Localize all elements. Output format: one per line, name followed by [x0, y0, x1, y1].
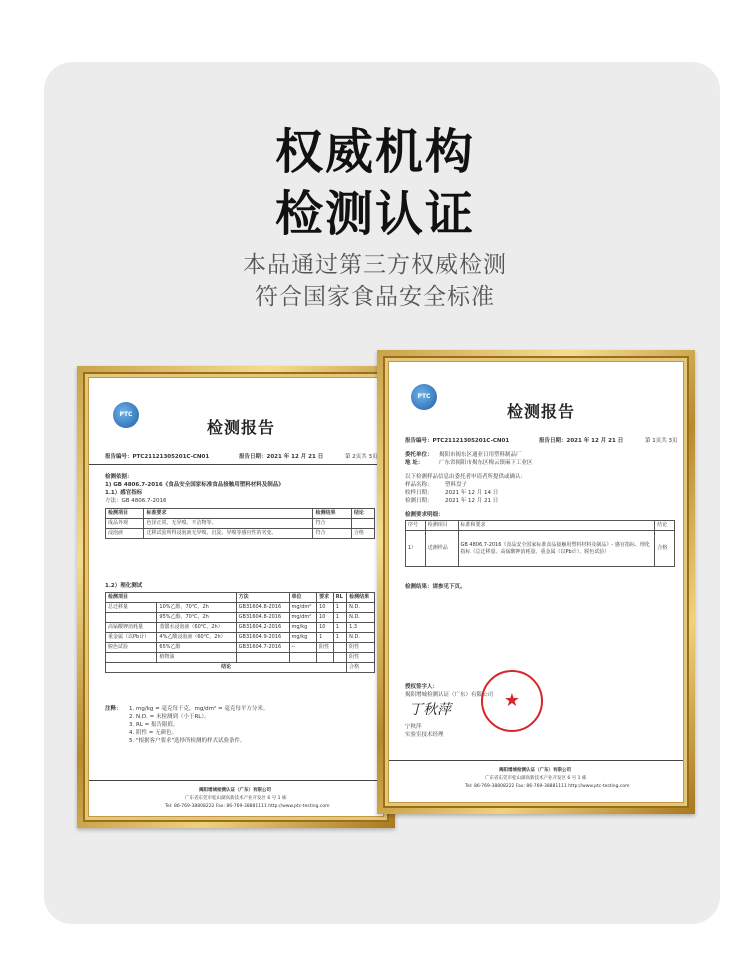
approver-label: 授权签字人： — [405, 684, 439, 690]
title-line-2: 检测认证 — [274, 186, 475, 242]
table-row: 结论 合格 — [106, 663, 375, 673]
test-date-value: 2021 年 12 月 21 日 — [445, 498, 499, 504]
table-cell: 符合 — [313, 519, 351, 529]
handwritten-signature: 丁秋萍 — [409, 702, 451, 718]
table-cell: 浸泡液 — [106, 529, 144, 539]
report-title: 检测报告 — [507, 402, 576, 421]
table-header: 检测项目 — [425, 521, 458, 531]
received-value: 2021 年 12 月 14 日 — [445, 490, 499, 496]
basis-standard: 1) GB 4806.7-2016《食品安全国家标准食品接触用塑料材料及制品》 — [105, 482, 284, 488]
method-text: 方法：GB 4806.7-2016 — [105, 498, 167, 504]
table-row: 重金属（以Pb计） 4%乙酸浸泡液（60℃，2h） GB31604.9-2016 mg/kg 1 1 N.D. — [106, 633, 375, 643]
table-header: 序号 — [406, 521, 426, 531]
sample-name-value: 塑料盘子 — [445, 482, 468, 488]
footer-contact: Tel: 86-769-38808222 Fax: 86-769-38881111 http://www.ptc-testing.com — [465, 784, 630, 789]
table-header: RL — [333, 593, 346, 603]
footer-address: 广东省东莞市松山湖高新技术产业开发区 6 号 1 栋 — [485, 776, 587, 781]
section-physicochemical: 1.2）理化测试 — [105, 583, 143, 589]
table-cell: 合格 — [351, 529, 374, 539]
table-header: 检测结果 — [347, 593, 375, 603]
sensory-table — [105, 508, 375, 539]
table-header: 方法 — [236, 593, 289, 603]
table-row — [406, 521, 675, 531]
table-row: 植物油 阴性 — [106, 653, 375, 663]
table-cell: 色泽正常、无异嗅、不洁物等。 — [144, 519, 313, 529]
note-item: 1. mg/kg = 毫克每千克，mg/dm² = 毫克每平方分米。 — [129, 706, 269, 712]
test-report-page-1 — [388, 361, 684, 803]
table-cell: 迁移试验所得浸泡液无异嗅、沉淀、异嗅等感官性的劣变。 — [144, 529, 313, 539]
table-row: 总迁移量 10%乙醇，70℃，2h GB31604.8-2016 mg/dm² 10 1 N.D. — [106, 603, 375, 613]
address-value: 广东省揭阳市揭东区梅云镇麻下工业区 — [439, 460, 533, 466]
table-row — [106, 593, 375, 603]
subtitle-line-1: 本品通过第三方权威检测 — [243, 252, 507, 278]
table-row — [106, 509, 375, 519]
footer-company: 揭阳增城检测认证（广东）有限公司 — [499, 768, 571, 773]
table-row — [106, 519, 375, 529]
note-item: 4. 阴性 = 无颜色。 — [129, 730, 178, 736]
note-item: 3. RL = 报告限值。 — [129, 722, 179, 728]
table-header: 要求 — [317, 593, 334, 603]
table-row: 高锰酸钾消耗量 蒸馏水浸泡液（60℃，2h） GB31604.2-2016 mg/kg 10 1 1.3 — [106, 623, 375, 633]
table-row: 95%乙醇，70℃，2h GB31604.8-2016 mg/dm² 10 1 N.D. — [106, 613, 375, 623]
footer-company: 揭阳增城检测认证（广东）有限公司 — [199, 788, 271, 793]
test-date-label: 检测日期： — [405, 498, 433, 504]
note-item: 2. N.D. = 未检测到（小于RL）。 — [129, 714, 210, 720]
sample-name-label: 样品名称： — [405, 482, 433, 488]
table-header: 标准和要求 — [458, 521, 655, 531]
applicant-label: 委托单位： — [405, 452, 433, 458]
summary-table — [405, 520, 675, 567]
report-date: 报告日期：2021 年 12 月 21 日 — [239, 454, 324, 460]
basis-label: 检测依据： — [105, 474, 133, 480]
page-number: 第 1页共 3页 — [645, 438, 678, 444]
table-cell — [351, 519, 374, 529]
table-row: 脱色试验 65%乙醇 GB31604.7-2016 -- 阴性 阴性 — [106, 643, 375, 653]
approver-org: 揭阳增城检测认证（广东）有限公司 — [405, 692, 494, 698]
address-label: 地 址： — [405, 460, 424, 466]
table-cell: 成品外观 — [106, 519, 144, 529]
table-header: 检测项目 — [106, 509, 144, 519]
table-cell: GB 4806.7-2016《食品安全国家标准食品接触用塑料材料及制品》- 感官指标、理化指标（总迁移量、高锰酸钾消耗量、重金属（以Pb计）、脱色试验） — [458, 531, 655, 567]
title-line-1: 权威机构 — [274, 124, 475, 180]
note-item: 5. "根据客户要求"选择所检测的样式试验条件。 — [129, 738, 246, 744]
certificate-frame-right — [377, 350, 695, 814]
page-number: 第 2页共 3页 — [345, 454, 378, 460]
table-row — [406, 531, 675, 567]
table-header: 单位 — [289, 593, 317, 603]
result-note: 检测结果：请参见下页。 — [405, 584, 466, 590]
table-header: 检测项目 — [106, 593, 237, 603]
received-label: 收样日期： — [405, 490, 433, 496]
table-header: 结论 — [655, 521, 675, 531]
signer-title: 实验室技术经理 — [405, 732, 444, 738]
footer-address: 广东省东莞市松山湖高新技术产业开发区 6 号 1 栋 — [185, 796, 287, 801]
table-row — [106, 529, 375, 539]
notes-label: 注释： — [105, 706, 122, 712]
table-cell: 合格 — [655, 531, 675, 567]
footer-contact: Tel: 86-769-38808222 Fax: 86-769-38881111 http://www.ptc-testing.com — [165, 804, 330, 809]
report-date: 报告日期：2021 年 12 月 21 日 — [539, 438, 624, 444]
certificate-frame-left — [77, 366, 395, 828]
info-intro: 以下检测样品信息由委托者申请者所提供或确认： — [405, 474, 527, 480]
table-header: 结论 — [351, 509, 374, 519]
summary-label: 检测要求明细： — [405, 512, 444, 518]
report-title: 检测报告 — [207, 418, 276, 437]
table-cell: 送测样品 — [425, 531, 458, 567]
subtitle-line-2: 符合国家食品安全标准 — [255, 284, 495, 310]
table-header: 检测结果 — [313, 509, 351, 519]
table-header: 标准要求 — [144, 509, 313, 519]
official-stamp-icon: ★ — [481, 670, 543, 732]
ptc-logo-icon: PTC — [113, 402, 139, 428]
physicochemical-table — [105, 592, 375, 673]
report-number: 报告编号：PTC21121305201C-CN01 — [405, 438, 510, 444]
test-report-page-2 — [88, 377, 384, 817]
section-sensory: 1.1）感官指标 — [105, 490, 143, 496]
ptc-logo-icon: PTC — [411, 384, 437, 410]
applicant-value: 揭阳市揭东区通业日用塑料制品厂 — [439, 452, 522, 458]
report-number: 报告编号：PTC21121305201C-CN01 — [105, 454, 210, 460]
table-cell: 符合 — [313, 529, 351, 539]
table-cell: 1） — [406, 531, 426, 567]
signer-name: 宁秋萍 — [405, 724, 422, 730]
